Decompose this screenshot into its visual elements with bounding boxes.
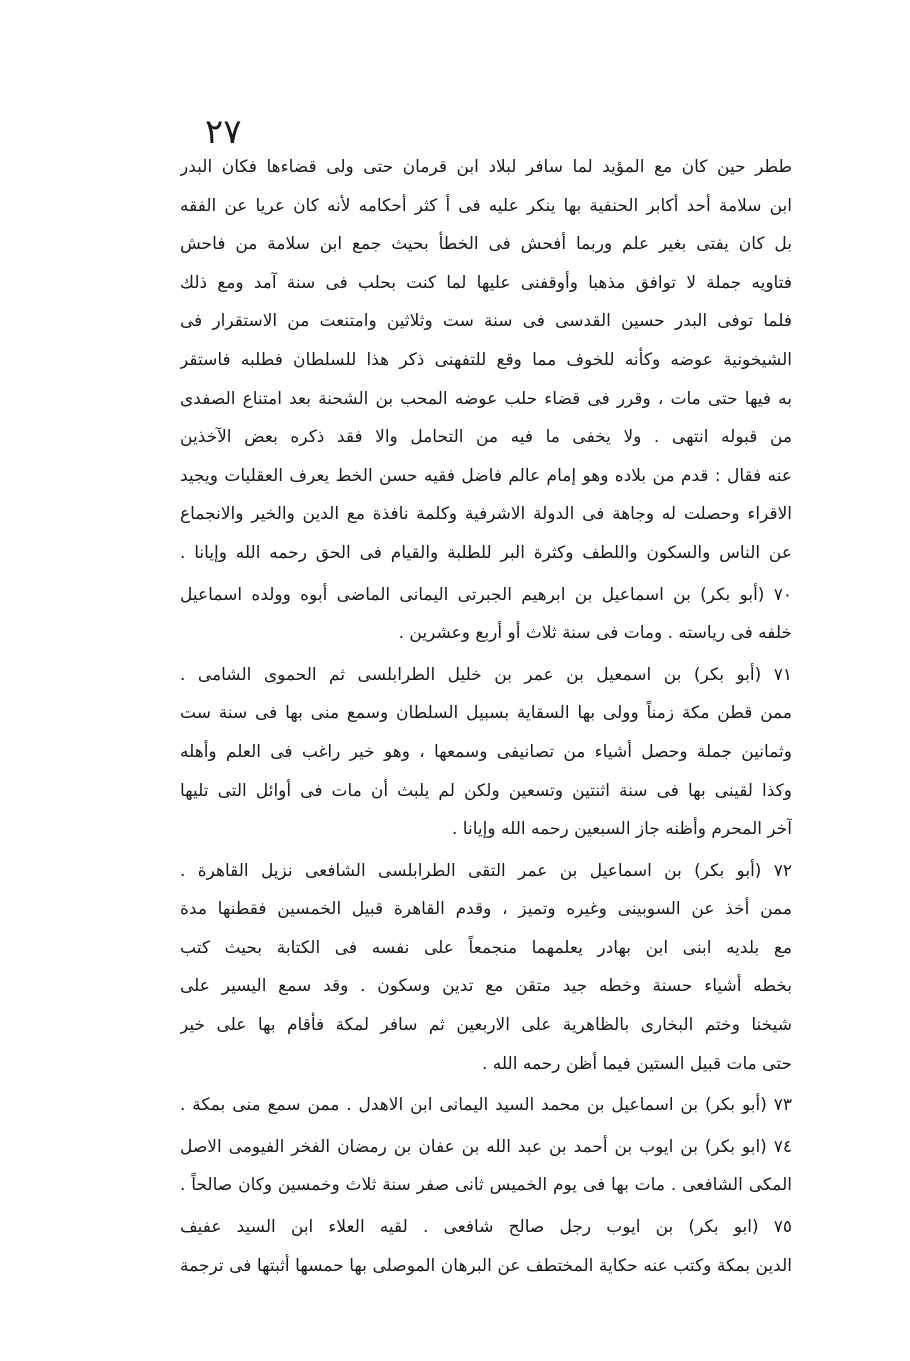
text-line: فتاويه جملة لا توافق مذهبا وأوقفنى عليها لما كنت بحلب فى سنة آمد ومع ذلك: [180, 272, 792, 293]
text-line: حتى مات قبيل الستين فيما أظن رحمه الله .: [481, 1053, 792, 1074]
text-line: وثمانين جملة وحصل أشياء من تصانيفى وسمعها ، وهو خير راغب فى العلم وأهله: [180, 741, 792, 762]
text-line: ممن قطن مكة زمناً وولى بها السقاية بسبيل السلطان وسمع منى بها فى سنة ست: [180, 703, 792, 724]
text-line: ٧٠ (أبو بكر) بن اسماعيل بن ابرهيم الجبرتى اليمانى الماضى أبوه وولده اسماعيل: [180, 584, 792, 605]
text-line: آخر المحرم وأظنه جاز السبعين رحمه الله وإيانا .: [452, 819, 792, 840]
text-line: الدين بمكة وكتب عنه حكاية المختطف عن البرهان الموصلى بها حمسها أثبتها فى ترجمة: [180, 1255, 792, 1276]
text-line: المكى الشافعى . مات بها فى يوم الخميس ثانى صفر سنة ثلاث وخمسين وكان صالحاً .: [180, 1175, 792, 1196]
body-text: [180, 148, 792, 1285]
text-line: به فيها حتى مات ، وقرر فى قضاء حلب عوضه المحب بن الشحنة بعد امتناع الصفدى: [180, 388, 792, 409]
text-line: ابن سلامة أحد أكابر الحنفية بها ينكر عليه فى أ كثر أحكامه لأنه كان عريا عن الفقه: [180, 195, 792, 216]
text-line: ٧٢ (أبو بكر) بن اسماعيل بن عمر التقى الطرابلسى الشافعى نزيل القاهرة .: [180, 860, 792, 881]
text-line: ٧٥ (ابو بكر) بن ايوب رجل صالح شافعى . لقيه العلاء ابن السيد عفيف: [180, 1217, 792, 1238]
text-line: مع بلديه ابنى ابن بهادر يعلمهما منجمعاً على نفسه فى الكتابة بحيث كتب: [180, 937, 792, 958]
text-line: عنه فقال : قدم من بلاده وهو إمام عالم فاضل فقيه حسن الخط يعرف العقليات ويجيد: [180, 465, 792, 486]
text-line: فلما توفى البدر حسين القدسى فى سنة ست وثلاثين وامتنعت من الاستقرار فى: [180, 311, 792, 332]
text-line: بخطه أشياء حسنة وخطه جيد متقن مع تدين وسكون . وقد سمع اليسير على: [180, 976, 792, 997]
text-line: الاقراء وحصلت له وجاهة فى الدولة الاشرفية وكلمة نافذة مع الدين والخير والانجماع: [180, 504, 792, 525]
text-line: من قبوله انتهى . ولا يخفى ما فيه من التحامل والا فقد ذكره بعض الآخذين: [180, 427, 792, 448]
text-line: وكذا لقينى بها فى سنة اثنتين وتسعين ولكن لم يلبث أن مات فى أوائل التى تليها: [180, 780, 792, 801]
text-line: ٧١ (أبو بكر) بن اسمعيل بن عمر بن خليل الطرابلسى ثم الحموى الشامى .: [180, 664, 792, 685]
page-number: ٢٧: [205, 112, 242, 152]
text-line: عن الناس والسكون واللطف وكثرة البر للطلبة والقيام فى الحق رحمه الله وإيانا .: [180, 542, 792, 563]
text-line: ططر حين كان مع المؤيد لما سافر لبلاد ابن قرمان حتى ولى قضاءها فكان البدر: [180, 157, 792, 177]
text-line: ممن أخذ عن السوبينى وغيره وتميز ، وقدم القاهرة قبيل الخمسين فقطنها مدة: [180, 899, 792, 920]
text-line: ٧٤ (ابو بكر) بن ايوب بن أحمد بن عبد الله بن عفان بن رمضان الفخر الفيومى الاصل: [180, 1136, 792, 1157]
text-line: ٧٣ (أبو بكر) بن اسماعيل بن محمد السيد اليمانى ابن الاهدل . ممن سمع منى بمكة .: [180, 1095, 792, 1116]
text-line: خلفه فى رياسته . ومات فى سنة ثلاث أو أربع وعشرين .: [398, 623, 792, 644]
text-line: شيخنا وختم البخارى بالظاهرية على الاربعين ثم سافر لمكة فأقام بها على خير: [180, 1015, 792, 1036]
text-line: بل كان يفتى بغير علم وربما أفحش فى الخطأ بحيث جمع ابن سلامة من فاحش: [180, 234, 792, 255]
text-line: الشيخونية عوضه وكأنه للخوف مما وقع للتفهنى ذكر هذا للسلطان فطلبه فاستقر: [180, 349, 792, 370]
